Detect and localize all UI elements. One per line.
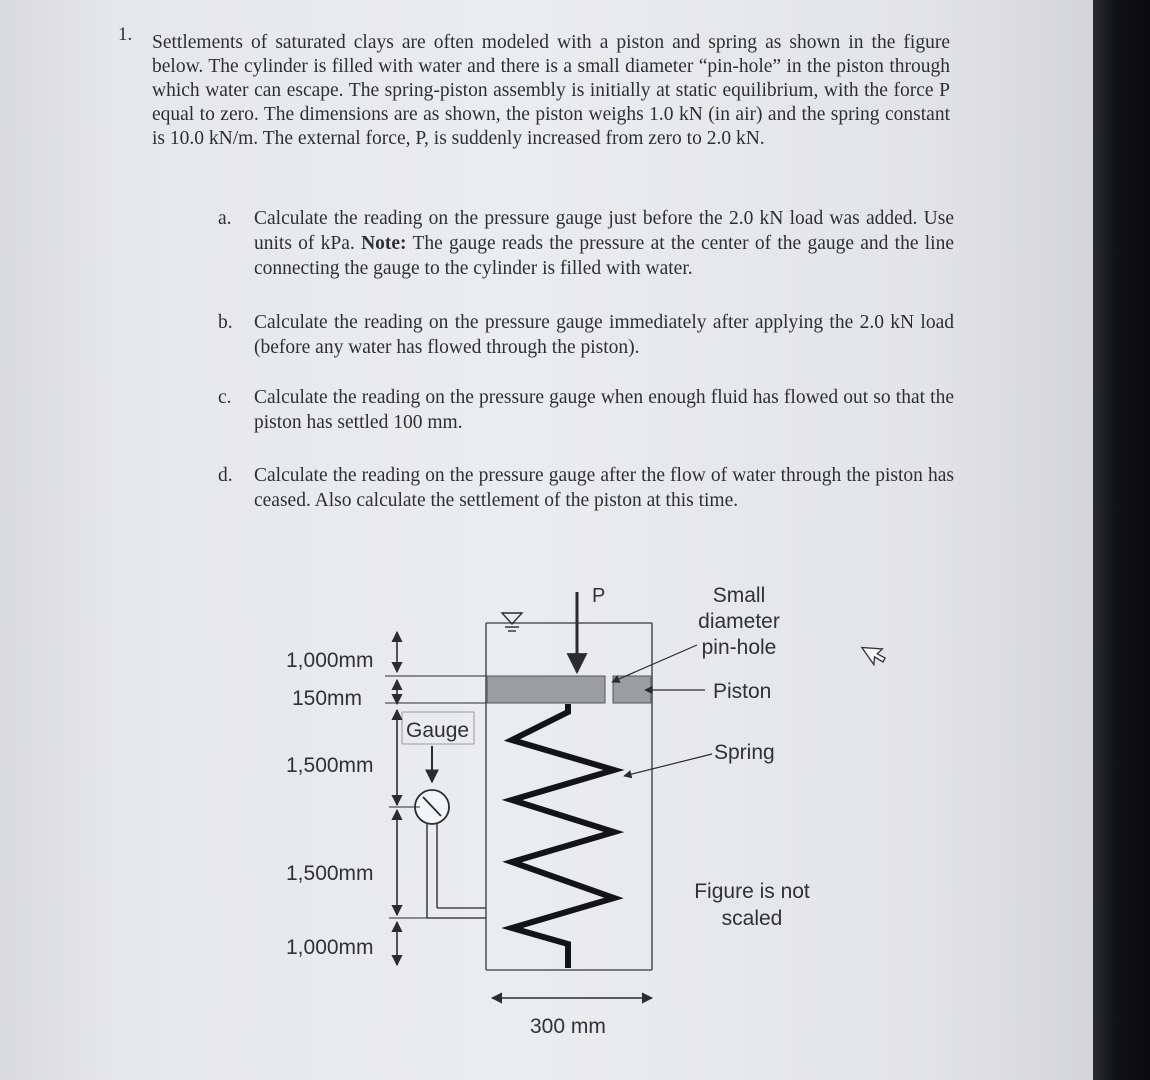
part-d-text: Calculate the reading on the pressure gauge after the flow of water through the piston has ceased. Also calculate the settlement of the piston at this time. bbox=[254, 465, 954, 511]
pinhole-label-1: Small bbox=[712, 584, 766, 607]
dim-label-2: 150mm bbox=[292, 687, 363, 710]
part-c-label: c. bbox=[218, 387, 232, 408]
width-label: 300 mm bbox=[530, 1015, 606, 1038]
figure-note-1: Figure is not bbox=[694, 880, 810, 903]
pinhole-leader-arrow bbox=[612, 645, 697, 682]
question-intro: Settlements of saturated clays are often modeled with a piston and spring as shown in the figure below. The cylinder is filled with water and there is a small diameter “pin-hole” in the piston through which water can escape. The spring-piston assembly is initially at static equilibrium, with the force P equal to zero. The dimensions are as shown, the piston weighs 1.0 kN (in air) and the spring constant is 10.0 kN/m. The external force, P, is suddenly increased from zero to 2.0 kN. bbox=[152, 32, 950, 149]
dim-label-5: 1,000mm bbox=[286, 936, 374, 959]
piston bbox=[487, 676, 651, 703]
part-a-note-label: Note: bbox=[361, 233, 407, 254]
part-b-label: b. bbox=[218, 312, 233, 333]
spring-label: Spring bbox=[714, 741, 775, 764]
question-number: 1. bbox=[118, 24, 133, 45]
mouse-cursor-icon bbox=[862, 638, 889, 667]
part-a-note-text: The gauge reads the pressure at the center of the gauge and the line connecting the gauge to the cylinder is filled with water. bbox=[254, 233, 954, 279]
part-b-text: Calculate the reading on the pressure gauge immediately after applying the 2.0 kN load (before any water has flowed through the piston). bbox=[254, 312, 954, 358]
part-d-label: d. bbox=[218, 465, 233, 486]
dim-label-1: 1,000mm bbox=[286, 649, 374, 672]
figure-note-2: scaled bbox=[721, 907, 783, 930]
dim-label-4: 1,500mm bbox=[286, 862, 374, 885]
piston-label: Piston bbox=[713, 680, 772, 703]
load-label: P bbox=[592, 585, 606, 607]
gauge-label: Gauge bbox=[406, 719, 470, 742]
pinhole-label-2: diameter bbox=[698, 610, 780, 633]
part-a-label: a. bbox=[218, 208, 232, 229]
pressure-gauge bbox=[415, 790, 486, 918]
pinhole-label-3: pin-hole bbox=[701, 636, 777, 659]
dim-label-3: 1,500mm bbox=[286, 754, 374, 777]
spring bbox=[512, 704, 614, 968]
screen-edge bbox=[1093, 0, 1150, 1080]
spring-leader-arrow bbox=[624, 754, 712, 776]
water-level-icon bbox=[502, 613, 522, 631]
part-c-text: Calculate the reading on the pressure gauge when enough fluid has flowed out so that the piston has settled 100 mm. bbox=[254, 387, 954, 433]
part-a-text-main: Calculate the reading on the pressure gauge just before the 2.0 kN load was added. Use units of kPa. bbox=[254, 208, 954, 254]
